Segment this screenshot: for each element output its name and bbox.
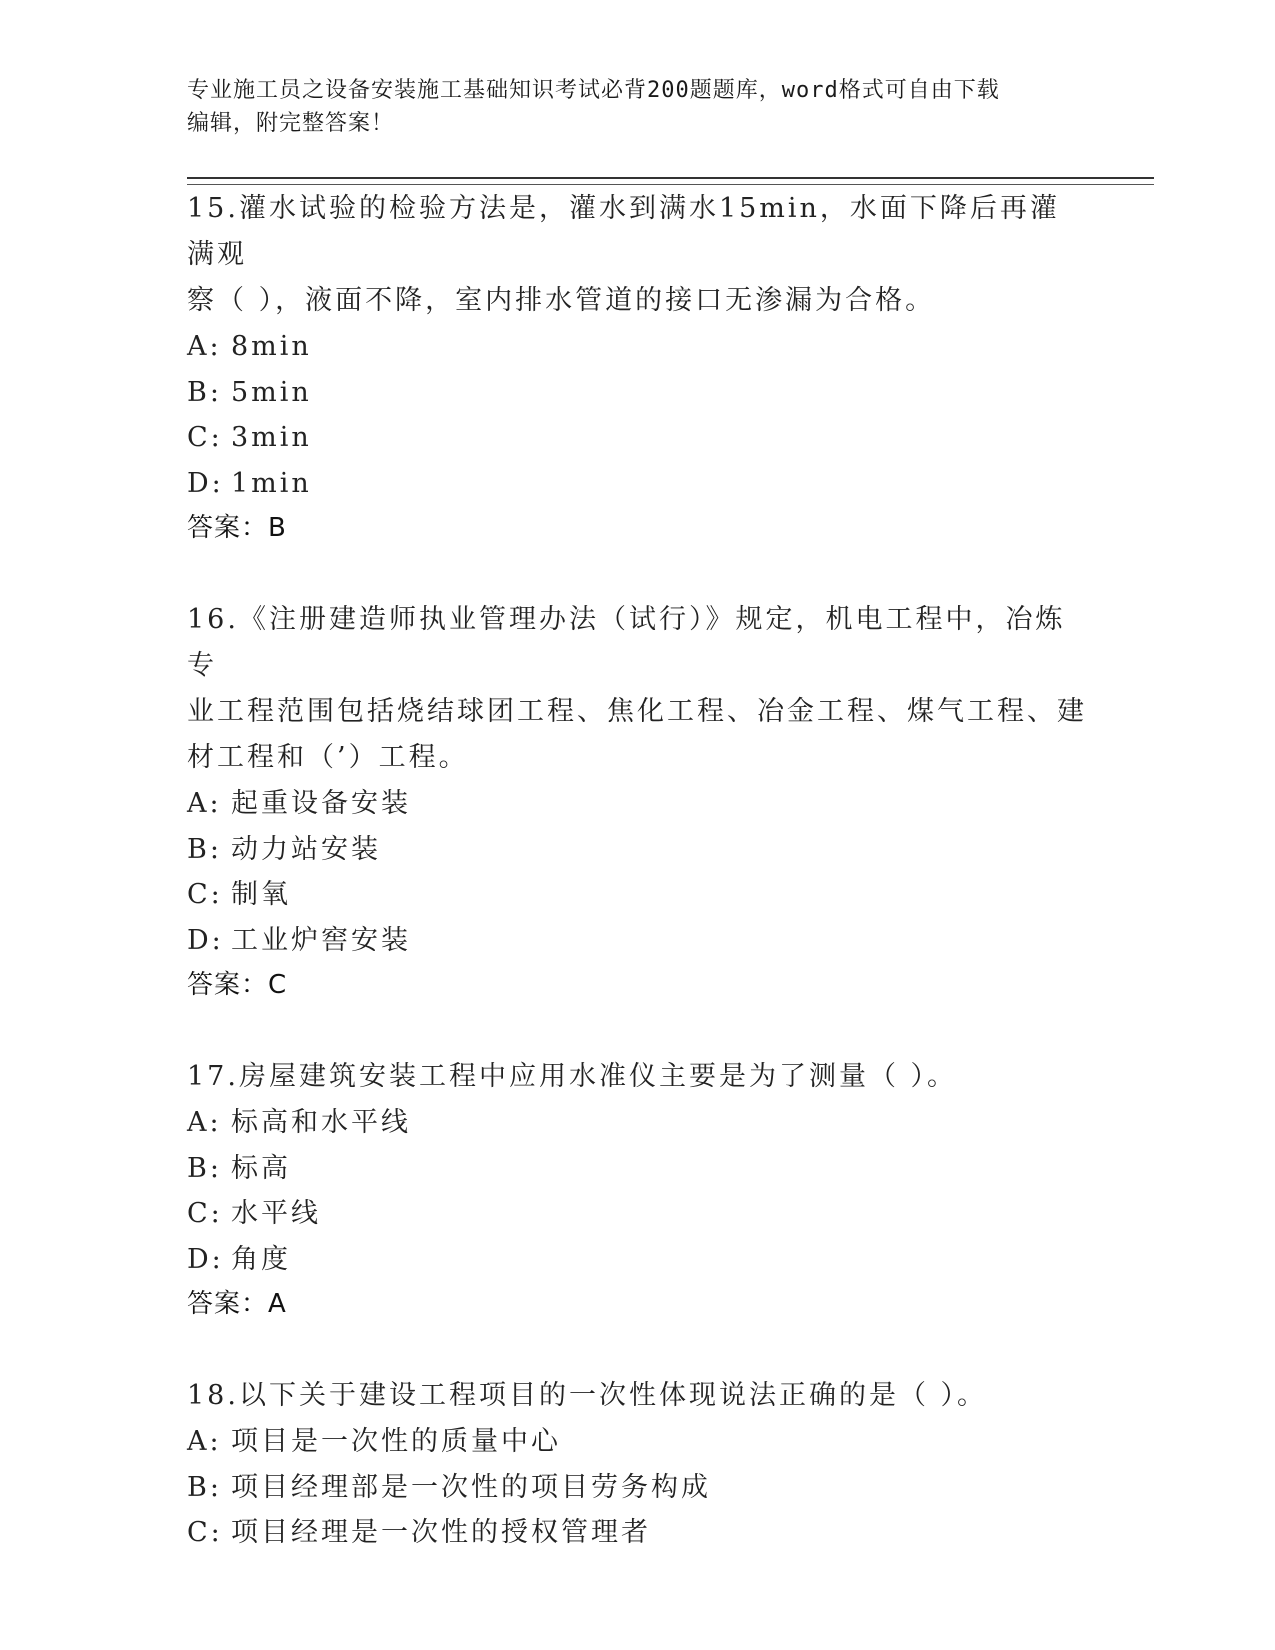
option-text: 标高 [231,1152,291,1184]
option-text: 工业炉窖安装 [231,924,411,956]
option-text: 5min [231,376,312,408]
question-list [187,186,1087,1556]
option-text: 水平线 [231,1198,321,1229]
option-letter: B: [187,833,222,865]
option-text: 项目经理部是一次性的项目劳务构成 [231,1471,711,1503]
option-letter: C: [187,879,223,910]
option-letter: B: [187,1471,222,1503]
question-stem-line: 17.房屋建筑安装工程中应用水准仪主要是为了测量（ ）。 [187,1061,958,1092]
header-title-line-1: 专业施工员之设备安装施工基础知识考试必背200题题库，word格式可自由下载 [187,78,1000,103]
header-divider-thin [187,184,1154,185]
question-stem-line: 18.以下关于建设工程项目的一次性体现说法正确的是（ ）。 [187,1380,988,1411]
option-a [187,781,1087,827]
option-letter: D: [187,1243,224,1275]
option-c [187,415,1087,461]
option-text: 项目是一次性的质量中心 [231,1426,561,1457]
option-text: 8min [231,331,312,362]
option-letter: B: [187,376,222,408]
option-text: 动力站安装 [231,833,381,865]
question-spacer [187,551,1087,597]
question-16 [187,597,1087,1008]
option-text: 3min [231,422,312,453]
option-text: 起重设备安装 [231,788,411,819]
option-d [187,461,1087,507]
question-spacer [187,1327,1087,1373]
document-header [187,74,1067,140]
question-15 [187,186,1087,551]
option-d [187,918,1087,964]
header-divider-thick [187,177,1154,179]
option-letter: D: [187,467,224,499]
option-a [187,1100,1087,1146]
option-text: 标高和水平线 [231,1107,411,1138]
option-letter: A: [187,788,222,819]
question-stem-line: 材工程和（’）工程。 [187,742,469,773]
option-b [187,1465,1087,1511]
answer-line: 答案：C [187,970,288,1000]
question-stem-line: 16.《注册建造师执业管理办法（试行）》规定，机电工程中，冶炼专 [187,604,1066,681]
option-letter: C: [187,422,223,453]
question-18 [187,1373,1087,1556]
question-stem-line: 15.灌水试验的检验方法是，灌水到满水15min，水面下降后再灌满观 [187,193,1060,270]
option-letter: D: [187,924,224,956]
option-a [187,1419,1087,1465]
option-text: 项目经理是一次性的授权管理者 [231,1517,651,1548]
option-letter: C: [187,1517,223,1548]
option-letter: B: [187,1152,222,1184]
question-stem-line: 察（ ），液面不降，室内排水管道的接口无渗漏为合格。 [187,285,936,316]
header-title-line-2: 编辑，附完整答案！ [187,111,395,136]
question-stem-line: 业工程范围包括烧结球团工程、焦化工程、冶金工程、煤气工程、建 [187,696,1087,727]
option-b [187,827,1087,873]
option-c [187,1191,1087,1237]
option-d [187,1237,1087,1283]
option-letter: C: [187,1198,223,1229]
option-text: 1min [231,467,312,499]
question-spacer [187,1008,1087,1054]
answer-line: 答案：B [187,513,287,543]
option-b [187,1146,1087,1192]
option-c [187,1510,1087,1556]
option-letter: A: [187,1107,222,1138]
question-17 [187,1054,1087,1327]
option-letter: A: [187,1426,222,1457]
option-c [187,872,1087,918]
answer-line: 答案：A [187,1289,287,1319]
option-text: 制氧 [231,879,291,910]
option-text: 角度 [231,1243,291,1275]
option-b [187,370,1087,416]
option-letter: A: [187,331,222,362]
option-a [187,324,1087,370]
